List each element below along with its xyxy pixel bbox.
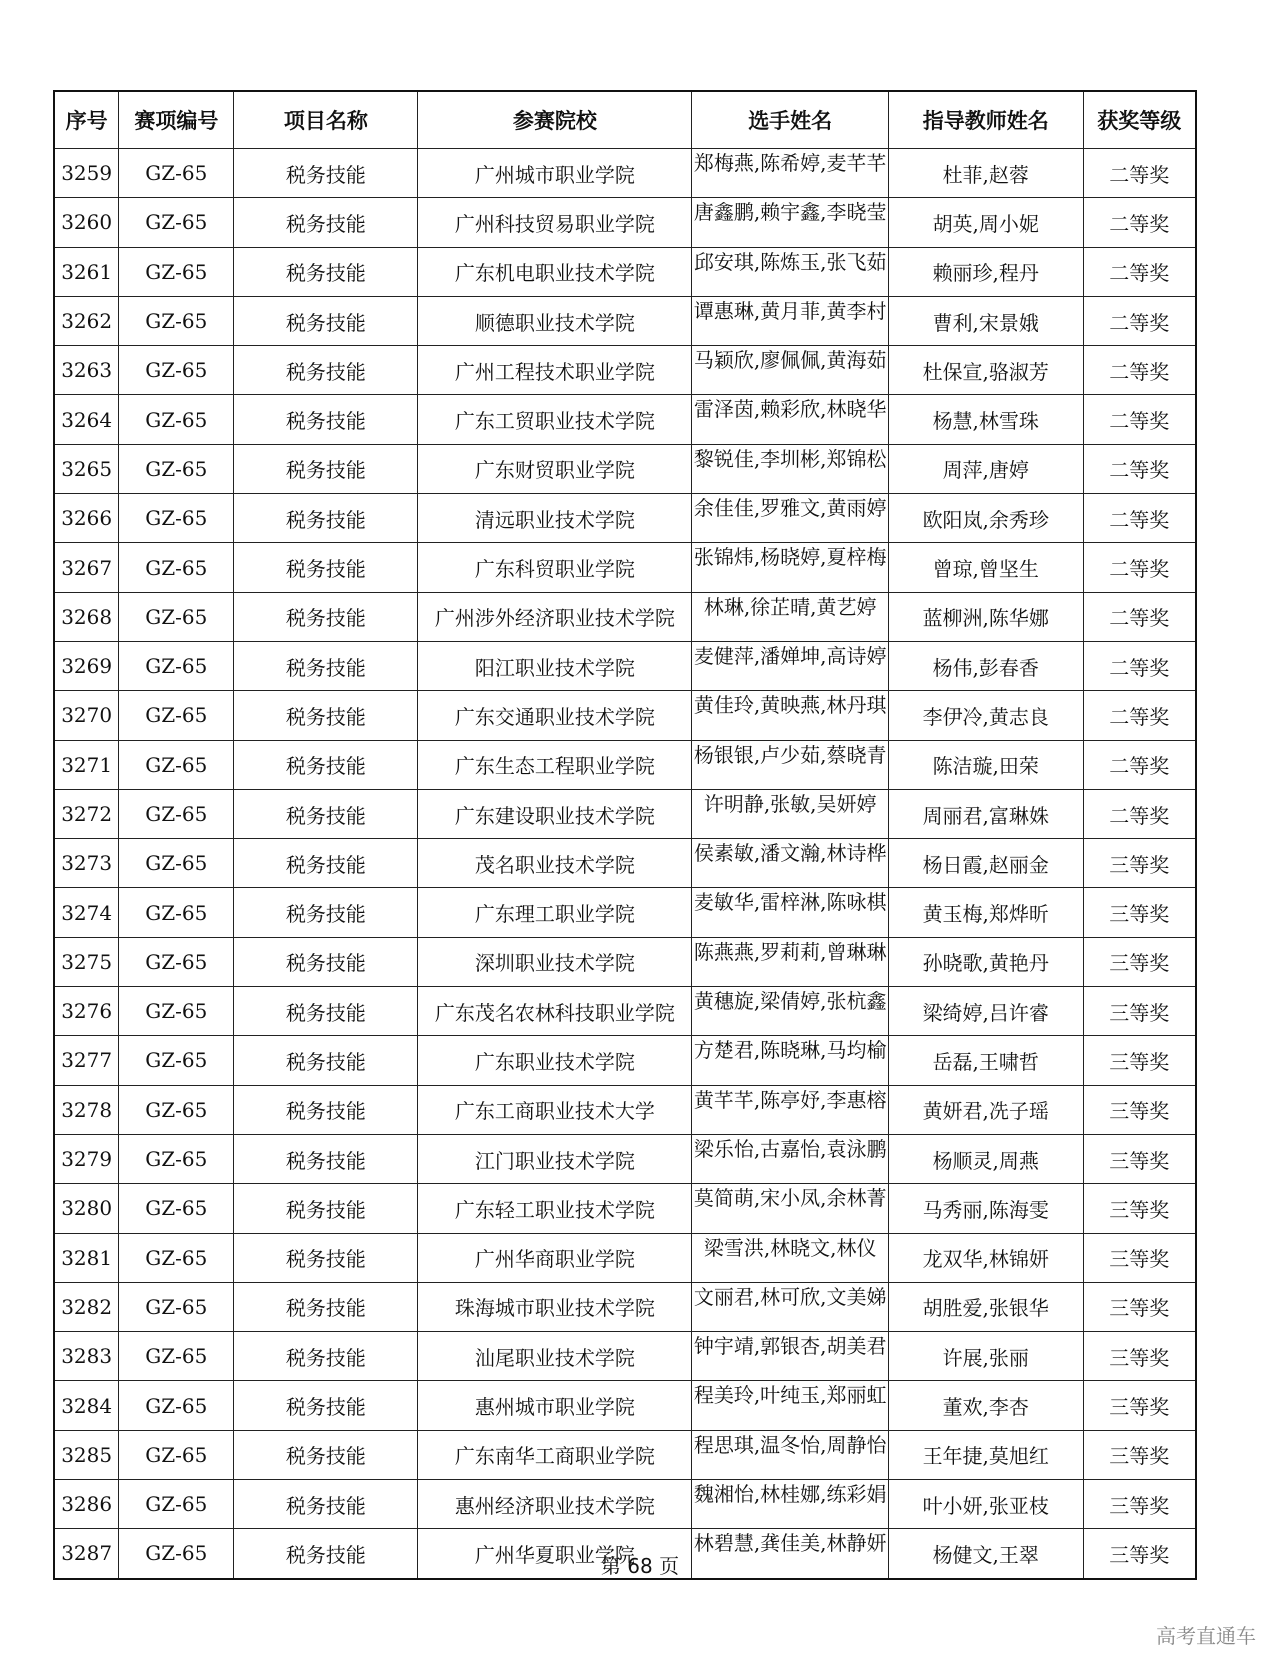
cell-serial-number: 3278	[54, 1085, 119, 1134]
awards-table	[53, 90, 1197, 1580]
table-row	[54, 296, 1196, 345]
cell-project-name: 税务技能	[234, 888, 418, 937]
cell-school: 深圳职业技术学院	[418, 937, 692, 986]
table-row	[54, 1430, 1196, 1479]
cell-serial-number: 3264	[54, 395, 119, 444]
cell-award-level: 二等奖	[1083, 198, 1196, 247]
cell-award-level: 二等奖	[1083, 691, 1196, 740]
student-names-text: 方楚君,陈晓琳,马均榆	[693, 1038, 887, 1063]
cell-award-level: 三等奖	[1083, 1381, 1196, 1430]
student-names-text: 黎锐佳,李圳彬,郑锦松	[693, 446, 887, 471]
cell-students	[692, 1381, 889, 1430]
cell-teachers: 董欢,李杏	[888, 1381, 1083, 1430]
cell-project-name: 税务技能	[234, 149, 418, 198]
student-names-text: 程思琪,温冬怡,周静怡	[693, 1432, 887, 1457]
table-row	[54, 247, 1196, 296]
student-names-text: 文丽君,林可欣,文美娣	[693, 1284, 887, 1309]
cell-teachers: 杨日霞,赵丽金	[888, 839, 1083, 888]
cell-event-code: GZ-65	[119, 1085, 234, 1134]
student-names-text: 唐鑫鹏,赖宇鑫,李晓莹	[693, 200, 887, 225]
cell-school: 广州华夏职业学院	[418, 1529, 692, 1579]
cell-school: 阳江职业技术学院	[418, 641, 692, 690]
header-event-code: 赛项编号	[119, 91, 234, 149]
cell-school: 广州城市职业学院	[418, 149, 692, 198]
cell-teachers: 周萍,唐婷	[888, 444, 1083, 493]
cell-award-level: 三等奖	[1083, 1332, 1196, 1381]
table-row	[54, 789, 1196, 838]
table-body	[54, 149, 1196, 1579]
table-row	[54, 1184, 1196, 1233]
cell-project-name: 税务技能	[234, 1036, 418, 1085]
cell-school: 广东工贸职业技术学院	[418, 395, 692, 444]
cell-award-level: 二等奖	[1083, 494, 1196, 543]
cell-event-code: GZ-65	[119, 691, 234, 740]
cell-event-code: GZ-65	[119, 198, 234, 247]
cell-school: 顺德职业技术学院	[418, 296, 692, 345]
cell-serial-number: 3268	[54, 592, 119, 641]
student-names-text: 麦敏华,雷梓淋,陈咏棋	[693, 890, 887, 915]
cell-event-code: GZ-65	[119, 395, 234, 444]
cell-students	[692, 1233, 889, 1282]
cell-school: 惠州城市职业学院	[418, 1381, 692, 1430]
cell-students	[692, 494, 889, 543]
student-names-text: 陈燕燕,罗莉莉,曾琳琳	[693, 939, 887, 964]
cell-serial-number: 3275	[54, 937, 119, 986]
cell-event-code: GZ-65	[119, 1282, 234, 1331]
cell-serial-number: 3263	[54, 346, 119, 395]
cell-project-name: 税务技能	[234, 198, 418, 247]
student-names-text: 余佳佳,罗雅文,黄雨婷	[693, 496, 887, 521]
cell-school: 广东科贸职业学院	[418, 543, 692, 592]
cell-event-code: GZ-65	[119, 149, 234, 198]
cell-event-code: GZ-65	[119, 740, 234, 789]
cell-school: 惠州经济职业技术学院	[418, 1480, 692, 1529]
cell-project-name: 税务技能	[234, 1233, 418, 1282]
cell-students	[692, 543, 889, 592]
header-project-name: 项目名称	[234, 91, 418, 149]
cell-serial-number: 3285	[54, 1430, 119, 1479]
cell-teachers: 周丽君,富琳姝	[888, 789, 1083, 838]
cell-event-code: GZ-65	[119, 1332, 234, 1381]
cell-award-level: 三等奖	[1083, 1134, 1196, 1183]
cell-teachers: 孙晓歌,黄艳丹	[888, 937, 1083, 986]
cell-students	[692, 346, 889, 395]
cell-school: 广东生态工程职业学院	[418, 740, 692, 789]
student-names-text: 黄佳玲,黄映燕,林丹琪	[693, 693, 887, 718]
cell-school: 茂名职业技术学院	[418, 839, 692, 888]
cell-award-level: 二等奖	[1083, 543, 1196, 592]
cell-event-code: GZ-65	[119, 296, 234, 345]
cell-project-name: 税务技能	[234, 1184, 418, 1233]
cell-event-code: GZ-65	[119, 592, 234, 641]
cell-teachers: 杨顺灵,周燕	[888, 1134, 1083, 1183]
cell-project-name: 税务技能	[234, 1430, 418, 1479]
table-row	[54, 1036, 1196, 1085]
cell-students	[692, 149, 889, 198]
cell-award-level: 二等奖	[1083, 346, 1196, 395]
cell-school: 清远职业技术学院	[418, 494, 692, 543]
cell-serial-number: 3282	[54, 1282, 119, 1331]
cell-award-level: 三等奖	[1083, 1430, 1196, 1479]
cell-award-level: 二等奖	[1083, 592, 1196, 641]
cell-school: 广东理工职业学院	[418, 888, 692, 937]
cell-award-level: 三等奖	[1083, 937, 1196, 986]
cell-teachers: 蓝柳洲,陈华娜	[888, 592, 1083, 641]
cell-event-code: GZ-65	[119, 247, 234, 296]
student-names-text: 雷泽茵,赖彩欣,林晓华	[693, 397, 887, 422]
student-names-text: 马颖欣,廖佩佩,黄海茹	[693, 348, 887, 373]
table-row	[54, 1381, 1196, 1430]
cell-award-level: 二等奖	[1083, 149, 1196, 198]
table-row	[54, 1134, 1196, 1183]
cell-award-level: 三等奖	[1083, 1480, 1196, 1529]
table-row	[54, 1085, 1196, 1134]
cell-teachers: 杜保宣,骆淑芳	[888, 346, 1083, 395]
cell-school: 广东交通职业技术学院	[418, 691, 692, 740]
table-row	[54, 1480, 1196, 1529]
cell-school: 广东职业技术学院	[418, 1036, 692, 1085]
cell-students	[692, 691, 889, 740]
cell-students	[692, 1332, 889, 1381]
cell-students	[692, 395, 889, 444]
cell-teachers: 王年捷,莫旭红	[888, 1430, 1083, 1479]
cell-award-level: 三等奖	[1083, 1233, 1196, 1282]
cell-project-name: 税务技能	[234, 592, 418, 641]
cell-school: 广东建设职业技术学院	[418, 789, 692, 838]
header-award-level: 获奖等级	[1083, 91, 1196, 149]
cell-teachers: 叶小妍,张亚枝	[888, 1480, 1083, 1529]
cell-students	[692, 1184, 889, 1233]
student-names-text: 麦健萍,潘婵坤,高诗婷	[693, 643, 887, 668]
cell-project-name: 税务技能	[234, 1134, 418, 1183]
cell-teachers: 岳磊,王啸哲	[888, 1036, 1083, 1085]
cell-event-code: GZ-65	[119, 1233, 234, 1282]
cell-serial-number: 3280	[54, 1184, 119, 1233]
cell-teachers: 龙双华,林锦妍	[888, 1233, 1083, 1282]
cell-teachers: 杨慧,林雪珠	[888, 395, 1083, 444]
table-row	[54, 346, 1196, 395]
cell-serial-number: 3286	[54, 1480, 119, 1529]
cell-project-name: 税务技能	[234, 296, 418, 345]
cell-students	[692, 641, 889, 690]
cell-project-name: 税务技能	[234, 691, 418, 740]
cell-award-level: 二等奖	[1083, 247, 1196, 296]
cell-students	[692, 1282, 889, 1331]
cell-serial-number: 3272	[54, 789, 119, 838]
cell-students	[692, 592, 889, 641]
watermark-text: 高考直通车	[1156, 1624, 1256, 1648]
cell-students	[692, 247, 889, 296]
student-names-text: 程美玲,叶纯玉,郑丽虹	[693, 1383, 887, 1408]
table-row	[54, 987, 1196, 1036]
cell-event-code: GZ-65	[119, 987, 234, 1036]
cell-event-code: GZ-65	[119, 1036, 234, 1085]
cell-award-level: 二等奖	[1083, 789, 1196, 838]
cell-serial-number: 3274	[54, 888, 119, 937]
student-names-text: 林琳,徐芷晴,黄艺婷	[703, 594, 877, 619]
cell-event-code: GZ-65	[119, 937, 234, 986]
cell-event-code: GZ-65	[119, 543, 234, 592]
student-names-text: 张锦炜,杨晓婷,夏梓梅	[693, 545, 887, 570]
cell-project-name: 税务技能	[234, 1085, 418, 1134]
cell-school: 江门职业技术学院	[418, 1134, 692, 1183]
cell-serial-number: 3281	[54, 1233, 119, 1282]
cell-teachers: 曾琼,曾坚生	[888, 543, 1083, 592]
cell-serial-number: 3267	[54, 543, 119, 592]
table-row	[54, 888, 1196, 937]
cell-school: 广东工商职业技术大学	[418, 1085, 692, 1134]
cell-project-name: 税务技能	[234, 839, 418, 888]
cell-award-level: 二等奖	[1083, 740, 1196, 789]
cell-students	[692, 1036, 889, 1085]
table-row	[54, 937, 1196, 986]
table-row	[54, 494, 1196, 543]
student-names-text: 侯素敏,潘文瀚,林诗桦	[693, 841, 887, 866]
cell-serial-number: 3262	[54, 296, 119, 345]
cell-school: 广东机电职业技术学院	[418, 247, 692, 296]
cell-project-name: 税务技能	[234, 444, 418, 493]
cell-event-code: GZ-65	[119, 888, 234, 937]
cell-award-level: 三等奖	[1083, 1036, 1196, 1085]
cell-students	[692, 1085, 889, 1134]
student-names-text: 邱安琪,陈炼玉,张飞茹	[693, 249, 887, 274]
cell-students	[692, 1134, 889, 1183]
cell-serial-number: 3261	[54, 247, 119, 296]
cell-award-level: 二等奖	[1083, 395, 1196, 444]
student-names-text: 谭惠琳,黄月菲,黄李村	[693, 298, 887, 323]
cell-students	[692, 740, 889, 789]
header-teachers: 指导教师姓名	[888, 91, 1083, 149]
cell-award-level: 三等奖	[1083, 987, 1196, 1036]
cell-project-name: 税务技能	[234, 247, 418, 296]
cell-serial-number: 3266	[54, 494, 119, 543]
cell-school: 珠海城市职业技术学院	[418, 1282, 692, 1331]
cell-award-level: 三等奖	[1083, 888, 1196, 937]
cell-teachers: 杨伟,彭春香	[888, 641, 1083, 690]
cell-serial-number: 3273	[54, 839, 119, 888]
cell-award-level: 三等奖	[1083, 1529, 1196, 1579]
cell-teachers: 胡胜爱,张银华	[888, 1282, 1083, 1331]
cell-school: 广东茂名农林科技职业学院	[418, 987, 692, 1036]
student-names-text: 郑梅燕,陈希婷,麦芊芊	[693, 151, 887, 175]
cell-teachers: 许展,张丽	[888, 1332, 1083, 1381]
cell-project-name: 税务技能	[234, 1332, 418, 1381]
student-names-text: 黄芊芊,陈亭妤,李惠榕	[693, 1087, 887, 1112]
cell-serial-number: 3259	[54, 149, 119, 198]
cell-award-level: 三等奖	[1083, 1282, 1196, 1331]
table-row	[54, 740, 1196, 789]
cell-students	[692, 789, 889, 838]
cell-teachers: 马秀丽,陈海雯	[888, 1184, 1083, 1233]
cell-event-code: GZ-65	[119, 789, 234, 838]
cell-serial-number: 3270	[54, 691, 119, 740]
cell-event-code: GZ-65	[119, 1381, 234, 1430]
cell-students	[692, 1430, 889, 1479]
cell-project-name: 税务技能	[234, 641, 418, 690]
cell-award-level: 三等奖	[1083, 1184, 1196, 1233]
awards-table-container	[53, 90, 1197, 1580]
cell-project-name: 税务技能	[234, 1480, 418, 1529]
cell-teachers: 陈洁璇,田荣	[888, 740, 1083, 789]
table-row	[54, 641, 1196, 690]
cell-school: 广州工程技术职业学院	[418, 346, 692, 395]
table-row	[54, 395, 1196, 444]
cell-students	[692, 888, 889, 937]
cell-award-level: 二等奖	[1083, 296, 1196, 345]
cell-project-name: 税务技能	[234, 1529, 418, 1579]
cell-serial-number: 3269	[54, 641, 119, 690]
cell-serial-number: 3277	[54, 1036, 119, 1085]
cell-school: 广州涉外经济职业技术学院	[418, 592, 692, 641]
cell-project-name: 税务技能	[234, 1282, 418, 1331]
table-row	[54, 1332, 1196, 1381]
cell-serial-number: 3279	[54, 1134, 119, 1183]
cell-event-code: GZ-65	[119, 839, 234, 888]
cell-teachers: 李伊冷,黄志良	[888, 691, 1083, 740]
cell-project-name: 税务技能	[234, 987, 418, 1036]
table-row	[54, 543, 1196, 592]
cell-serial-number: 3271	[54, 740, 119, 789]
cell-event-code: GZ-65	[119, 494, 234, 543]
cell-teachers: 杜菲,赵蓉	[888, 149, 1083, 198]
cell-students	[692, 198, 889, 247]
student-names-text: 钟宇靖,郭银杏,胡美君	[693, 1334, 887, 1359]
cell-award-level: 二等奖	[1083, 444, 1196, 493]
cell-event-code: GZ-65	[119, 641, 234, 690]
cell-serial-number: 3284	[54, 1381, 119, 1430]
table-row	[54, 691, 1196, 740]
table-header-row	[54, 91, 1196, 149]
cell-award-level: 三等奖	[1083, 839, 1196, 888]
cell-event-code: GZ-65	[119, 1184, 234, 1233]
table-row	[54, 198, 1196, 247]
cell-students	[692, 937, 889, 986]
student-names-text: 梁雪洪,林晓文,林仪	[703, 1235, 877, 1260]
cell-school: 广州科技贸易职业学院	[418, 198, 692, 247]
page-number: 第 68 页	[600, 1554, 680, 1578]
table-row	[54, 592, 1196, 641]
cell-event-code: GZ-65	[119, 1529, 234, 1579]
cell-event-code: GZ-65	[119, 444, 234, 493]
student-names-text: 莫简萌,宋小凤,余林菁	[693, 1186, 887, 1211]
cell-event-code: GZ-65	[119, 346, 234, 395]
table-row	[54, 1233, 1196, 1282]
cell-students	[692, 987, 889, 1036]
student-names-text: 杨银银,卢少茹,蔡晓青	[693, 742, 887, 767]
header-serial-number: 序号	[54, 91, 119, 149]
table-row	[54, 839, 1196, 888]
cell-project-name: 税务技能	[234, 543, 418, 592]
cell-event-code: GZ-65	[119, 1134, 234, 1183]
student-names-text: 黄穗旋,梁倩婷,张杭鑫	[693, 989, 887, 1014]
cell-school: 广东财贸职业学院	[418, 444, 692, 493]
student-names-text: 魏湘怡,林桂娜,练彩娟	[693, 1482, 887, 1507]
cell-students	[692, 839, 889, 888]
cell-teachers: 欧阳岚,余秀珍	[888, 494, 1083, 543]
cell-school: 广东南华工商职业学院	[418, 1430, 692, 1479]
cell-serial-number: 3283	[54, 1332, 119, 1381]
cell-teachers: 曹利,宋景娥	[888, 296, 1083, 345]
cell-project-name: 税务技能	[234, 395, 418, 444]
header-school: 参赛院校	[418, 91, 692, 149]
cell-event-code: GZ-65	[119, 1430, 234, 1479]
cell-students	[692, 296, 889, 345]
cell-teachers: 杨健文,王翠	[888, 1529, 1083, 1579]
cell-students	[692, 1480, 889, 1529]
cell-project-name: 税务技能	[234, 346, 418, 395]
cell-award-level: 三等奖	[1083, 1085, 1196, 1134]
cell-project-name: 税务技能	[234, 494, 418, 543]
table-row	[54, 1282, 1196, 1331]
cell-event-code: GZ-65	[119, 1480, 234, 1529]
cell-serial-number: 3260	[54, 198, 119, 247]
student-names-text: 许明静,张敏,吴妍婷	[703, 791, 877, 816]
cell-project-name: 税务技能	[234, 789, 418, 838]
table-row	[54, 149, 1196, 198]
cell-serial-number: 3265	[54, 444, 119, 493]
cell-serial-number: 3287	[54, 1529, 119, 1579]
cell-teachers: 黄玉梅,郑烨昕	[888, 888, 1083, 937]
cell-teachers: 黄妍君,冼子瑶	[888, 1085, 1083, 1134]
cell-school: 广东轻工职业技术学院	[418, 1184, 692, 1233]
cell-teachers: 赖丽珍,程丹	[888, 247, 1083, 296]
cell-project-name: 税务技能	[234, 740, 418, 789]
cell-project-name: 税务技能	[234, 1381, 418, 1430]
header-students: 选手姓名	[692, 91, 889, 149]
table-row	[54, 444, 1196, 493]
cell-school: 汕尾职业技术学院	[418, 1332, 692, 1381]
student-names-text: 林碧慧,龚佳美,林静妍	[693, 1531, 887, 1556]
cell-teachers: 梁绮婷,吕许睿	[888, 987, 1083, 1036]
cell-project-name: 税务技能	[234, 937, 418, 986]
cell-school: 广州华商职业学院	[418, 1233, 692, 1282]
cell-teachers: 胡英,周小妮	[888, 198, 1083, 247]
student-names-text: 梁乐怡,古嘉怡,袁泳鹏	[693, 1136, 887, 1161]
cell-students	[692, 444, 889, 493]
cell-award-level: 二等奖	[1083, 641, 1196, 690]
cell-serial-number: 3276	[54, 987, 119, 1036]
